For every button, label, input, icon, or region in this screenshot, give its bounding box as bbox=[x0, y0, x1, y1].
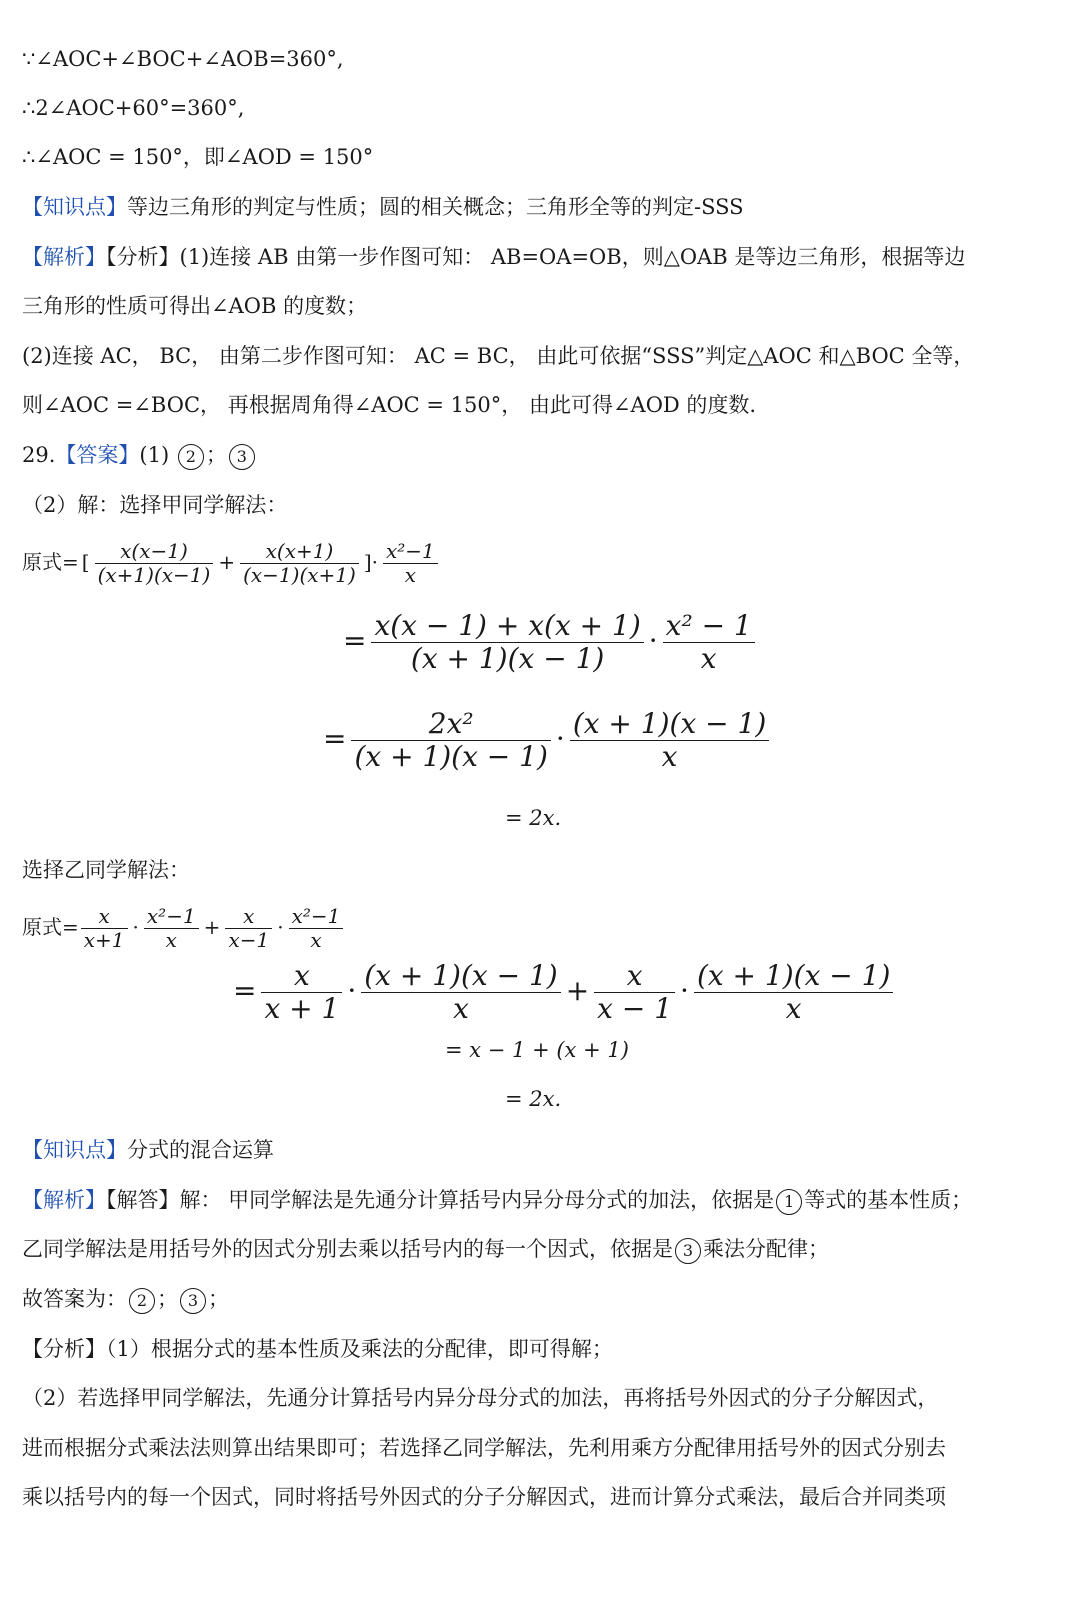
eq-jia-2: = $\frac{x(x - 1) + x(x + 1)}{(x + 1)(x - 1)}$ · $\frac{\text{x² − 1}}{x}$ bbox=[340, 610, 757, 675]
jieda-text-a: 解： 甲同学解法是先通分计算括号内异分母分式的加法，依据是 bbox=[179, 1188, 775, 1212]
den: x+1 bbox=[83, 928, 125, 952]
jieda-line-1 bbox=[22, 1185, 972, 1215]
jieda-tag: 【解答】 bbox=[106, 1188, 180, 1212]
frac bbox=[95, 540, 214, 587]
answer-part1: (1) bbox=[139, 443, 176, 467]
eq-yi-2: = $\frac{x}{x + 1}$ · $\frac{(x + 1)(x - 1)}{x}$ + $\frac{x}{x - 1}$ · $\frac{(x + 1)(x - 1)}{x}$ bbox=[230, 960, 895, 1025]
frac bbox=[351, 708, 550, 773]
knowledge-point-1 bbox=[22, 192, 744, 222]
num: (x + 1)(x − 1) bbox=[694, 960, 893, 993]
frac bbox=[81, 905, 128, 952]
fenxi-line-3: 进而根据分式乘法法则算出结果即可；若选择乙同学解法，先利用乘方分配律用括号外的因式分别去 bbox=[22, 1436, 946, 1460]
num: x(x − 1) + x(x + 1) bbox=[371, 610, 643, 643]
eq-yi-result: = 2x. bbox=[505, 1087, 562, 1111]
frac bbox=[144, 905, 199, 952]
den: x bbox=[310, 928, 322, 952]
jieda-text-b: 等式的基本性质； bbox=[804, 1188, 973, 1212]
frac bbox=[663, 610, 755, 675]
fenxi-line-4: 乘以括号内的每一个因式，同时将括号外因式的分子分解因式，进而计算分式乘法，最后合并同类项 bbox=[22, 1485, 946, 1509]
frac bbox=[361, 960, 560, 1025]
circled-3-b: 3 bbox=[675, 1238, 701, 1264]
circled-3-c: 3 bbox=[180, 1288, 206, 1314]
final-answer bbox=[22, 1284, 229, 1314]
num: x² − 1 bbox=[663, 610, 755, 643]
circled-2-b: 2 bbox=[129, 1288, 155, 1314]
den: x − 1 bbox=[597, 992, 673, 1026]
den: x bbox=[404, 563, 417, 587]
num: (x + 1)(x − 1) bbox=[361, 960, 560, 993]
analysis-subtag: 【分析】 bbox=[106, 245, 180, 269]
analysis-text: (1)连接 AB 由第一步作图可知： AB=OA=OB，则△OAB 是等边三角形，根据等边 bbox=[179, 245, 966, 269]
num: x²−1 bbox=[289, 905, 344, 929]
line-angle-result: ∴∠AOC = 150°，即∠AOD = 150° bbox=[22, 145, 374, 169]
frac bbox=[594, 960, 675, 1025]
num: x(x+1) bbox=[240, 540, 359, 564]
knowledge-point-2 bbox=[22, 1135, 274, 1165]
frac bbox=[289, 905, 344, 952]
frac bbox=[225, 905, 272, 952]
solution-jia-heading: （2）解：选择甲同学解法： bbox=[22, 493, 288, 517]
den: (x−1)(x+1) bbox=[243, 563, 356, 587]
eq-yi-3: = x − 1 + (x + 1) bbox=[445, 1038, 629, 1062]
frac bbox=[383, 540, 438, 587]
num: x bbox=[594, 960, 675, 993]
eq-yi-1: 原式= $\frac{x}{x+1}$ · $\frac{\text{x²−1}}{x}$ + $\frac{x}{x-1}$ · $\frac{\text{x²−1}}{x}$ bbox=[22, 905, 345, 952]
frac bbox=[694, 960, 893, 1025]
fenxi-tag: 【分析】 bbox=[22, 1337, 106, 1361]
frac bbox=[261, 960, 342, 1025]
den: x bbox=[700, 642, 717, 676]
analysis-line-4: 则∠AOC =∠BOC， 再根据周角得∠AOC = 150°， 由此可得∠AOD 的度数. bbox=[22, 393, 757, 417]
analysis-line-2: 三角形的性质可得出∠AOB 的度数； bbox=[22, 294, 368, 318]
circled-2: 2 bbox=[178, 444, 204, 470]
eq-jia-result: = 2x. bbox=[505, 806, 562, 830]
den: x bbox=[453, 992, 469, 1026]
eq-jia-3: = $\frac{\text{2x²}}{(x + 1)(x - 1)}$ · $\frac{(x + 1)(x - 1)}{x}$ bbox=[320, 708, 771, 773]
den: (x + 1)(x − 1) bbox=[354, 740, 548, 774]
question-number: 29. bbox=[22, 443, 56, 467]
den: x−1 bbox=[228, 928, 270, 952]
num: x bbox=[81, 905, 128, 929]
den: x bbox=[661, 740, 678, 774]
den: x bbox=[165, 928, 177, 952]
knowledge-text: 等边三角形的判定与性质；圆的相关概念；三角形全等的判定-SSS bbox=[127, 195, 744, 219]
final-answer-label: 故答案为： bbox=[22, 1287, 127, 1311]
answer-29 bbox=[22, 440, 257, 470]
fenxi-text: （1）根据分式的基本性质及乘法的分配律，即可得解； bbox=[106, 1337, 613, 1361]
answer-tag: 【答案】 bbox=[55, 443, 140, 467]
eq-jia-1: 原式= [ $\frac{x(x-1)}{(x+1)(x-1)}$ + $\frac{x(x+1)}{(x-1)(x+1)}$ ]· $\frac{\text{x²−1}}{x}$ bbox=[22, 540, 440, 587]
num: x(x−1) bbox=[95, 540, 214, 564]
jieda-line-2 bbox=[22, 1234, 829, 1264]
jiexi-tag: 【解析】 bbox=[22, 1188, 106, 1212]
frac bbox=[240, 540, 359, 587]
answer-sep: ； bbox=[205, 443, 227, 467]
circled-1: 1 bbox=[776, 1189, 802, 1215]
num: x²−1 bbox=[383, 540, 438, 564]
yuanshi2-label: 原式= bbox=[22, 915, 79, 939]
line-angle-sum: ∵∠AOC+∠BOC+∠AOB=360°, bbox=[22, 47, 344, 71]
knowledge-tag-2: 【知识点】 bbox=[22, 1138, 127, 1162]
yi-text-a: 乙同学解法是用括号外的因式分别去乘以括号内的每一个因式，依据是 bbox=[22, 1237, 673, 1261]
den: x bbox=[785, 992, 802, 1026]
final-end: ； bbox=[208, 1287, 229, 1311]
num: x²−1 bbox=[144, 905, 199, 929]
yuanshi-label: 原式= bbox=[22, 550, 79, 574]
num: (x + 1)(x − 1) bbox=[570, 708, 769, 741]
num: x bbox=[261, 960, 342, 993]
analysis-line-3: (2)连接 AC， BC， 由第二步作图可知： AC = BC， 由此可依据“SSS”判定△AOC 和△BOC 全等， bbox=[22, 344, 975, 368]
fenxi-line-2: （2）若选择甲同学解法，先通分计算括号内异分母分式的加法，再将括号外因式的分子分解因式， bbox=[22, 1386, 939, 1410]
knowledge-tag: 【知识点】 bbox=[22, 195, 127, 219]
yi-text-b: 乘法分配律； bbox=[703, 1237, 829, 1261]
den: (x + 1)(x − 1) bbox=[410, 642, 605, 676]
line-angle-eq: ∴2∠AOC+60°=360°, bbox=[22, 96, 245, 120]
frac bbox=[371, 610, 643, 675]
num: 2x² bbox=[351, 708, 550, 741]
fenxi-line-1 bbox=[22, 1334, 613, 1364]
final-sep: ； bbox=[157, 1287, 178, 1311]
analysis-tag: 【解析】 bbox=[22, 245, 106, 269]
den: x + 1 bbox=[264, 992, 340, 1026]
analysis-1 bbox=[22, 242, 965, 272]
den: (x+1)(x−1) bbox=[97, 563, 211, 587]
solution-yi-heading: 选择乙同学解法： bbox=[22, 858, 190, 882]
frac bbox=[570, 708, 769, 773]
circled-3: 3 bbox=[229, 444, 255, 470]
num: x bbox=[225, 905, 272, 929]
knowledge-text-2: 分式的混合运算 bbox=[127, 1138, 274, 1162]
